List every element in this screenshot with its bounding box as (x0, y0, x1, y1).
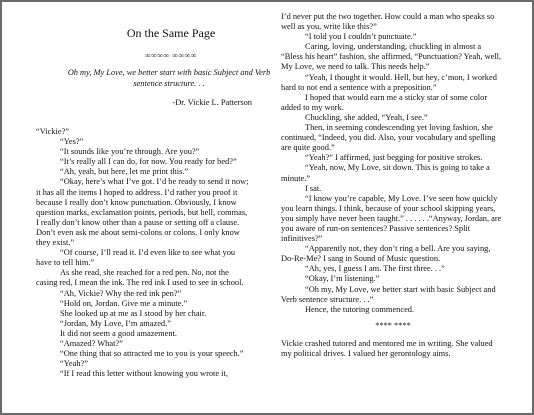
paragraph: “Oh my, My Love, we better start with basic Subject and Verb sentence structure. . .” (281, 284, 496, 304)
paragraph: “Ah, yeah, but here, let me print this.” (60, 167, 189, 177)
paragraph: “Of course, I’ll read it. I’d even like to see what you have to tell him.” (36, 248, 236, 268)
left-body-text (36, 127, 252, 379)
paragraph: “Ah, yes, I guess I am. The first three. . .” (305, 264, 445, 274)
paragraph: “Yeah?” I affirmed, just begging for positive strokes. (305, 153, 483, 163)
paragraph: “Okay, here’s what I’ve got. I’d be ready to send it now; it has all the items I hoped to address. I’d rather you proof it because I really don’t know punctuation. Obviously, I know question marks, exclamation points, periods, but hell, commas, I really don’t know other than a pause or setting off a clause. Don’t even ask me about semi-colons or colons. I only know they exist.” (36, 177, 249, 248)
page-title: On the Same Page (126, 26, 216, 40)
paragraph: “Ah, Vickie? Why the red ink pen?” (60, 288, 182, 298)
paragraph: I hoped that would earn me a sticky star of some color added to my work. (281, 92, 488, 112)
paragraph: It did not seem a good amazement. (60, 328, 177, 338)
paragraph: As she read, she reached for a red pen. No, not the casing red, I mean the ink. The red ink I used to see in school. (36, 268, 244, 288)
paragraph: Then, in seeming condescending yet loving fashion, she continued, “Indeed, you did. Also, your vocabulary and spelling are quite good.” (281, 123, 496, 153)
section-separator: **** **** (375, 320, 411, 330)
paragraph: “Okay, I’m listening.” (305, 274, 380, 284)
paragraph: Hence, the tutoring commenced. (305, 304, 415, 314)
paragraph: “Hold on, Jordan. Give me a minute.” (60, 298, 188, 308)
paragraph: I’d never put the two together. How could a man who speaks so well as you, write like this?” (281, 12, 495, 32)
right-body-text (281, 12, 505, 315)
title-ornament: ∞∞∞∞ ∞∞∞∞ (144, 51, 198, 60)
paragraph: “One thing that so attracted me to you is your speech.” (60, 349, 244, 359)
right-column (281, 12, 505, 359)
paragraph: She looked up at me as I stood by her chair. (60, 308, 207, 318)
paragraph: Caring, loving, understanding, chuckling in almost a “Bless his heart” fashion, she affirmed, “Punctuation? Yeah, well, My Love, we need to talk. This needs help.” (281, 42, 502, 72)
paragraph: “I told you I couldn’t punctuate.” (305, 32, 417, 42)
paragraph: “Apparently not, they don’t ring a bell. Are you saying, Do-Re-Me? I sang in Sound of Music question. (281, 244, 491, 264)
paragraph: “Jordan, My Love, I’m amazed.” (60, 318, 171, 328)
paragraph: Chuckling, she added, “Yeah, I see.” (305, 112, 428, 122)
paragraph: “Amazed? What?” (60, 338, 123, 348)
paragraph: “Vickie?” (36, 127, 69, 136)
epigraph: Oh my, My Love, we better start with basic Subject and Verb sentence structure. . . (67, 68, 271, 88)
paragraph: “Yeah, now, My Love, sit down. This is going to take a minute.” (281, 163, 490, 183)
paragraph: I sat. (305, 183, 322, 193)
closing-paragraph: Vickie crashed tutored and mentored me in writing. She valued my political drives. I valued her gerontology aims. (281, 338, 493, 358)
paragraph: “If I read this letter without knowing you wrote it, (60, 369, 228, 379)
paragraph: “Yes?” (60, 137, 84, 147)
epigraph-attribution: -Dr. Vickie L. Patterson (172, 98, 252, 107)
paragraph: “I know you’re capable, My Love. I’ve seen how quickly you learn things. I think, because of your school skipping years, you simply have never been taught.” . . . . . .“Anyway, Jordan, are you aware of run-on sentences? Passive sentences? Split infinitives?” (281, 193, 502, 244)
paragraph: “It sounds like you’re through. Are you?” (60, 147, 200, 157)
paragraph: “It’s really all I can do, for now. You ready for bed?” (60, 157, 237, 167)
paragraph: “Yeah, I thought it would. Hell, but hey, c’mon, I worked hard to not end a sentence with a preposition.” (281, 72, 497, 92)
left-column (36, 26, 271, 379)
paragraph: “Yeah?” (60, 359, 88, 369)
